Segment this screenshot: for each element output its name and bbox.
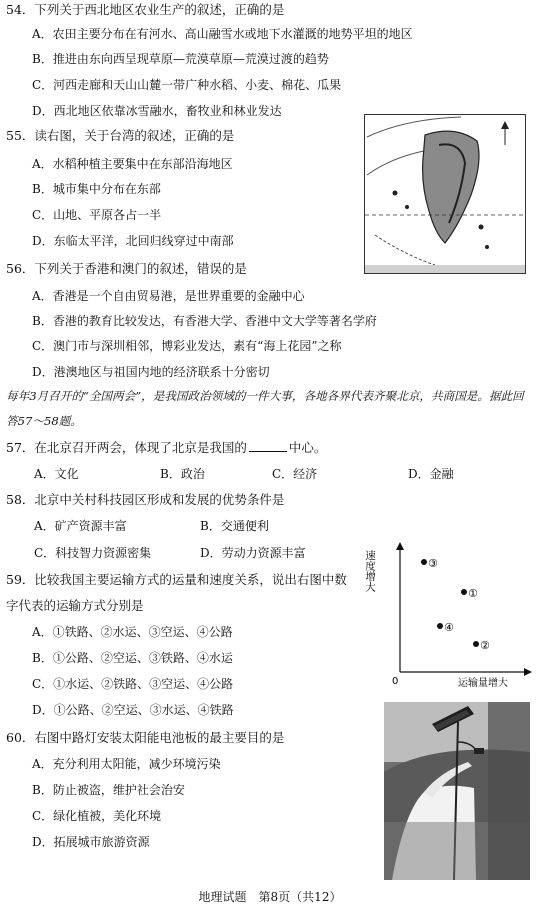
q56-stem: 56．下列关于香港和澳门的叙述，错误的是 [6,261,247,276]
x-axis-label: 运输量增大 [458,678,508,689]
q58-option-d: D．劳动力资源丰富 [200,546,306,560]
q55-option-a: A．水稻种植主要集中在东部沿海地区 [32,157,233,171]
q56-option-b: B．香港的教育比较发达，有香港大学、香港中文大学等著名学府 [32,314,377,328]
point-1-label: ① [468,587,478,600]
q59-stem-line2: 字代表的运输方式分别是 [6,598,144,613]
origin-label: 0 [392,676,399,687]
q57-option-a: A．文化 [34,467,79,481]
q56-option-d: D．港澳地区与祖国内地的经济联系十分密切 [32,365,270,379]
q54-stem: 54．下列关于西北地区农业生产的叙述，正确的是 [6,2,285,17]
q58-option-a: A．矿产资源丰富 [34,519,127,533]
q56-option-c: C．澳门市与深圳相邻，博彩业发达，素有“海上花园”之称 [32,339,342,353]
q57-stem-after: 中心。 [288,440,327,455]
q58-stem: 58．北京中关村科技园区形成和发展的优势条件是 [6,492,285,507]
q60-option-d: D．拓展城市旅游资源 [32,835,150,849]
point-2 [473,641,479,647]
solar-streetlamp-photo [384,702,530,880]
q57-58-intro: 每年3月召开的“全国两会”，是我国政治领域的一件大事，各地各界代表齐聚北京，共商国是。据此回答57～58题。 [6,389,524,428]
point-4-label: ④ [444,621,454,634]
point-3 [421,559,427,565]
taiwan-map-figure [364,114,526,274]
q59-stem-line1: 59．比较我国主要运输方式的运量和速度关系，说出右图中数 [6,572,347,587]
q59-option-d: D．①公路、②空运、③水运、④铁路 [32,703,234,717]
point-1 [461,589,467,595]
page-footer: 地理试题 第8页（共12） [198,890,342,904]
q54-option-d: D．西北地区依靠冰雪融水，畜牧业和林业发达 [32,104,282,118]
point-3-label: ③ [428,557,438,570]
q57-option-c: C．经济 [272,467,318,481]
q57-option-b: B．政治 [160,467,205,481]
transport-diagram [360,540,532,690]
y-axis-arrow-icon [396,542,404,550]
point-4 [437,623,443,629]
q60-option-a: A．充分利用太阳能，减少环境污染 [32,757,221,771]
q55-option-d: D．东临太平洋，北回归线穿过中南部 [32,234,234,248]
q57-blank [249,451,287,452]
q54-option-b: B．推进由东向西呈现草原—荒漠草原—荒漠过渡的趋势 [32,52,329,66]
q60-stem: 60．右图中路灯安装太阳能电池板的最主要目的是 [6,730,285,745]
q58-option-c: C．科技智力资源密集 [34,546,152,560]
q57-stem-before: 57．在北京召开两会，体现了北京是我国的 [6,440,247,455]
q54-option-a: A．农田主要分布在有河水、高山融雪水或地下水灌溉的地势平坦的地区 [32,27,413,41]
q57-stem [6,440,326,456]
q55-stem: 55．读右图，关于台湾的叙述，正确的是 [6,128,235,143]
q54-option-c: C．河西走廊和天山山麓一带广种水稻、小麦、棉花、瓜果 [32,78,342,92]
taiwan-map-image [365,115,525,273]
q57-option-d: D．金融 [408,467,454,481]
q56-option-a: A．香港是一个自由贸易港，是世界重要的金融中心 [32,289,305,303]
q60-option-b: B．防止被盗，维护社会治安 [32,783,185,797]
q55-option-b: B．城市集中分布在东部 [32,182,161,196]
point-2-label: ② [480,639,490,652]
q55-option-c: C．山地、平原各占一半 [32,208,162,222]
q60-option-c: C．绿化植被，美化环境 [32,809,162,823]
y-axis-label: 速度增大 [364,550,376,592]
q59-option-c: C．①水运、②铁路、③空运、④公路 [32,677,234,691]
q59-option-a: A．①铁路、②水运、③空运、④公路 [32,625,233,639]
x-axis-arrow-icon [524,668,532,676]
q59-option-b: B．①公路、②空运、③铁路、④水运 [32,651,233,665]
q58-option-b: B．交通便利 [200,519,269,533]
